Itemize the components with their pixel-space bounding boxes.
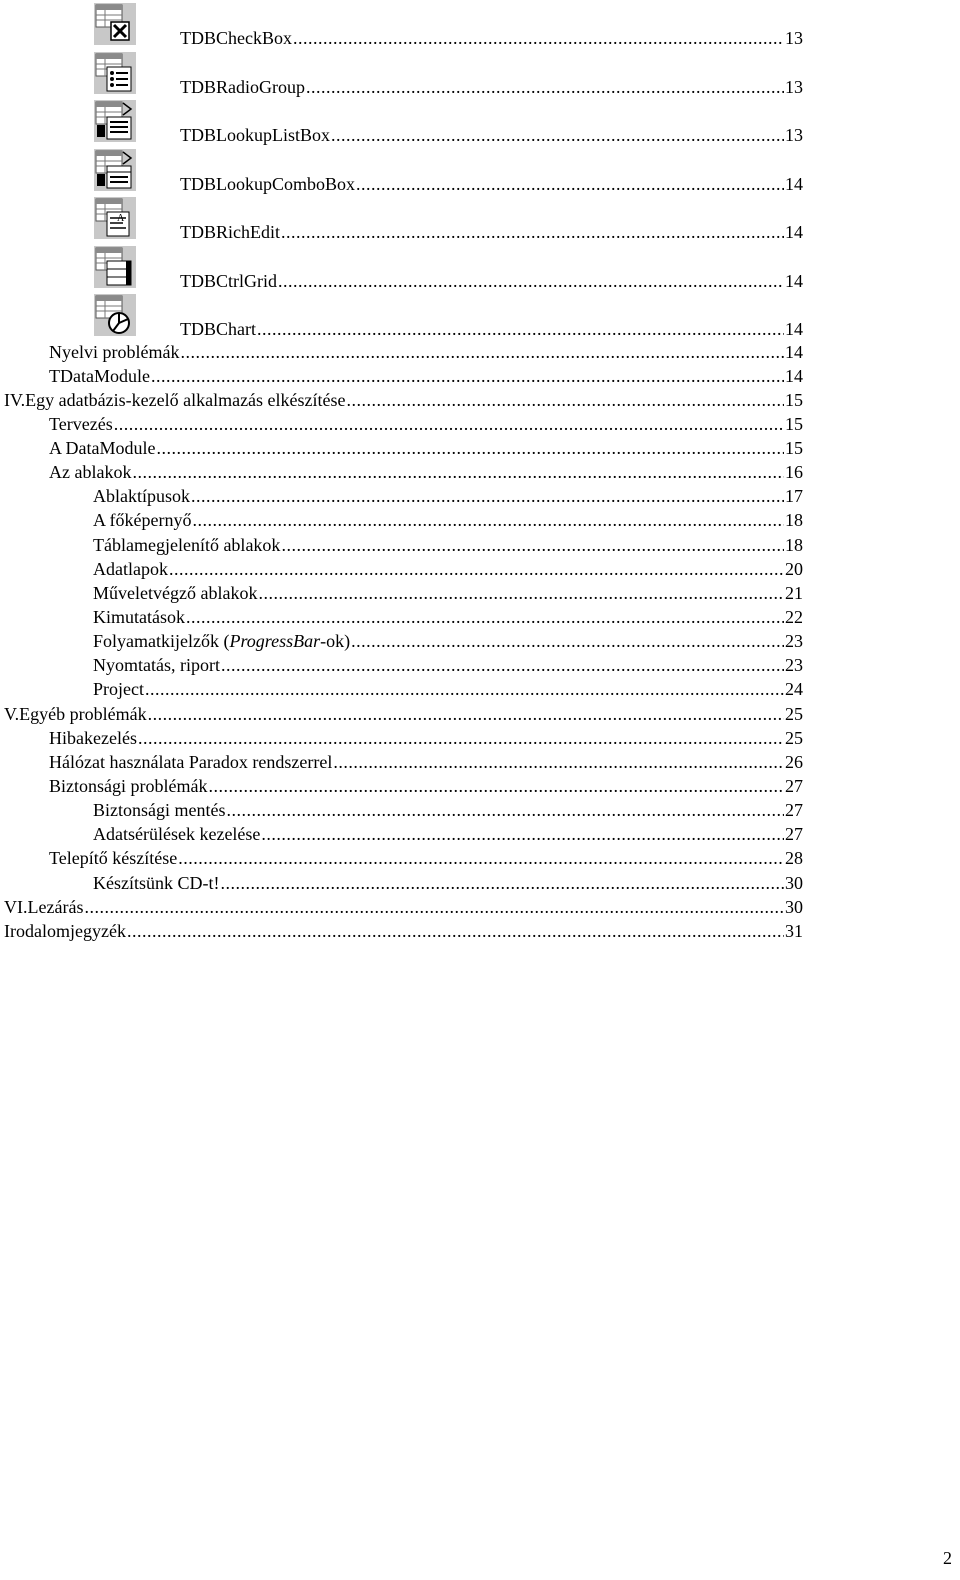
toc-entry[interactable] bbox=[93, 824, 803, 844]
toc-entry[interactable] bbox=[180, 271, 803, 291]
toc-leader-dots bbox=[351, 631, 784, 651]
toc-entry[interactable] bbox=[49, 342, 803, 362]
toc-page-number: 14 bbox=[785, 173, 803, 194]
db-richedit-icon bbox=[93, 196, 137, 240]
toc-row bbox=[0, 702, 960, 726]
toc-entry-title: TDBChart bbox=[180, 319, 256, 339]
toc-row bbox=[0, 798, 960, 822]
toc-leader-dots bbox=[192, 510, 784, 530]
toc-row bbox=[0, 895, 960, 919]
db-lookuplistbox-icon bbox=[93, 99, 137, 143]
toc-row bbox=[0, 364, 960, 388]
toc-entry[interactable] bbox=[93, 510, 803, 530]
toc-page-number: 15 bbox=[785, 389, 803, 410]
toc-entry[interactable] bbox=[93, 486, 803, 506]
toc-entry[interactable] bbox=[4, 390, 803, 410]
toc-component-row bbox=[0, 49, 960, 98]
toc-entry-title: TDBRadioGroup bbox=[180, 76, 305, 97]
toc-entry-title: Tervezés bbox=[49, 413, 113, 434]
toc-entry[interactable] bbox=[49, 366, 803, 386]
toc-row bbox=[0, 871, 960, 895]
db-chart-icon bbox=[93, 293, 137, 337]
toc-page-number: 13 bbox=[785, 76, 803, 97]
toc-page-number: 14 bbox=[785, 270, 803, 291]
toc-leader-dots bbox=[278, 271, 784, 291]
toc-entry-title: Táblamegjelenítő ablakok bbox=[93, 534, 281, 555]
toc-entry-title: TDBLookupComboBox bbox=[180, 173, 356, 194]
toc-leader-dots bbox=[151, 366, 784, 386]
toc-page-number: 27 bbox=[785, 776, 803, 797]
toc-page-number: 14 bbox=[785, 365, 803, 386]
toc-entry-title: Hálózat használata Paradox rendszerrel bbox=[49, 751, 333, 772]
toc-page-number: 14 bbox=[785, 319, 803, 339]
toc-leader-dots bbox=[258, 583, 784, 603]
toc-entry-title: A DataModule bbox=[49, 438, 156, 459]
toc-page-number: 22 bbox=[785, 607, 803, 628]
toc-leader-dots bbox=[208, 776, 784, 796]
toc-entry[interactable] bbox=[93, 559, 803, 579]
toc-entry-title: Kimutatások bbox=[93, 607, 185, 628]
toc-leader-dots bbox=[220, 873, 784, 893]
toc-entry[interactable] bbox=[49, 728, 803, 748]
toc-leader-dots bbox=[138, 728, 784, 748]
toc-row bbox=[0, 774, 960, 798]
toc-entry[interactable] bbox=[49, 414, 803, 434]
toc-page-number: 31 bbox=[785, 920, 803, 941]
toc-entry[interactable] bbox=[180, 125, 803, 145]
page-number: 2 bbox=[943, 1548, 952, 1568]
toc-entry[interactable] bbox=[93, 607, 803, 627]
toc-entry[interactable] bbox=[180, 174, 803, 194]
toc-page-number: 26 bbox=[785, 751, 803, 772]
toc-entry-title: Folyamatkijelzők (ProgressBar-ok) bbox=[93, 631, 351, 652]
toc-entry-title: TDBLookupListBox bbox=[180, 125, 331, 145]
toc-entry-title: Műveletvégző ablakok bbox=[93, 582, 258, 603]
toc-entry-title: VI.Lezárás bbox=[4, 896, 84, 917]
toc-entry-title: Ablaktípusok bbox=[93, 486, 190, 507]
toc-page-number: 24 bbox=[785, 679, 803, 700]
toc-entry-title: TDBCtrlGrid bbox=[180, 270, 277, 291]
toc-leader-dots bbox=[169, 559, 784, 579]
toc-leader-dots bbox=[132, 462, 784, 482]
toc-entry-title: Adatlapok bbox=[93, 558, 168, 579]
toc-page-number: 18 bbox=[785, 534, 803, 555]
toc-leader-dots bbox=[156, 438, 784, 458]
toc-page-number: 20 bbox=[785, 558, 803, 579]
toc-row bbox=[0, 484, 960, 508]
toc-entry-title: IV.Egy adatbázis-kezelő alkalmazás elkészítése bbox=[4, 389, 346, 410]
toc-entry[interactable] bbox=[4, 921, 803, 941]
toc-entry-title: Nyelvi problémák bbox=[49, 341, 180, 362]
toc-entry-title: TDBRichEdit bbox=[180, 222, 280, 242]
toc-entry[interactable] bbox=[93, 583, 803, 603]
toc-page-number: 30 bbox=[785, 896, 803, 917]
toc-entry[interactable] bbox=[180, 77, 803, 97]
toc-entries bbox=[0, 340, 960, 944]
toc-page-number: 13 bbox=[785, 28, 803, 48]
toc-row bbox=[0, 557, 960, 581]
toc-row bbox=[0, 750, 960, 774]
toc-entry-title: Készítsünk CD-t! bbox=[93, 872, 220, 893]
svg-text:A: A bbox=[117, 213, 125, 224]
toc-row bbox=[0, 822, 960, 846]
toc-component-row bbox=[0, 146, 960, 195]
toc-leader-dots bbox=[226, 800, 784, 820]
toc-row bbox=[0, 726, 960, 750]
toc-row bbox=[0, 629, 960, 653]
toc-page-number: 27 bbox=[785, 824, 803, 845]
toc-entry-title: Biztonsági problémák bbox=[49, 776, 208, 797]
toc-entry[interactable] bbox=[49, 752, 803, 772]
toc-entry[interactable] bbox=[49, 462, 803, 482]
toc-entry-title: Project bbox=[93, 679, 144, 700]
toc-row bbox=[0, 653, 960, 677]
toc-entry[interactable] bbox=[4, 704, 803, 724]
toc-leader-dots bbox=[257, 319, 784, 339]
toc-row bbox=[0, 605, 960, 629]
toc-entry[interactable] bbox=[180, 222, 803, 242]
db-radiogroup-icon bbox=[93, 51, 137, 95]
component-list bbox=[0, 0, 960, 340]
toc-leader-dots bbox=[261, 824, 784, 844]
toc-page-number: 14 bbox=[785, 341, 803, 362]
db-lookupcombobox-icon bbox=[93, 148, 137, 192]
toc-row bbox=[0, 846, 960, 870]
db-ctrlgrid-icon bbox=[93, 245, 137, 289]
toc-page-number: 25 bbox=[785, 727, 803, 748]
toc-entry-title: TDataModule bbox=[49, 365, 150, 386]
toc-leader-dots bbox=[186, 607, 784, 627]
toc-entry-title: Telepítő készítése bbox=[49, 848, 178, 869]
toc-entry[interactable] bbox=[93, 679, 803, 699]
toc-component-row bbox=[0, 243, 960, 292]
toc-row bbox=[0, 919, 960, 943]
toc-row bbox=[0, 340, 960, 364]
toc-leader-dots bbox=[356, 174, 784, 194]
toc-row bbox=[0, 677, 960, 701]
toc-entry-title: A főképernyő bbox=[93, 510, 192, 531]
toc-entry[interactable] bbox=[180, 28, 803, 48]
toc-entry[interactable] bbox=[180, 319, 803, 339]
toc-page-number: 23 bbox=[785, 655, 803, 676]
toc-page-number: 28 bbox=[785, 848, 803, 869]
toc-entry-title: Hibakezelés bbox=[49, 727, 137, 748]
toc-component-row bbox=[0, 291, 960, 340]
toc-leader-dots bbox=[114, 414, 784, 434]
toc-leader-dots bbox=[347, 390, 784, 410]
toc-page-number: 15 bbox=[785, 413, 803, 434]
toc-leader-dots bbox=[178, 848, 784, 868]
toc-leader-dots bbox=[145, 679, 784, 699]
toc-page-number: 14 bbox=[785, 222, 803, 242]
toc-page-number: 17 bbox=[785, 486, 803, 507]
db-checkbox-icon bbox=[93, 2, 137, 46]
toc-page-number: 23 bbox=[785, 631, 803, 652]
toc-entry-title: V.Egyéb problémák bbox=[4, 703, 147, 724]
toc-leader-dots bbox=[191, 486, 784, 506]
toc-row bbox=[0, 508, 960, 532]
toc-page-number: 13 bbox=[785, 125, 803, 145]
toc-leader-dots bbox=[180, 342, 784, 362]
toc-leader-dots bbox=[293, 28, 784, 48]
toc-entry[interactable] bbox=[93, 800, 803, 820]
toc-page-number: 30 bbox=[785, 872, 803, 893]
toc-leader-dots bbox=[221, 655, 784, 675]
toc-page-number: 16 bbox=[785, 462, 803, 483]
toc-entry[interactable] bbox=[93, 873, 803, 893]
toc-entry-title: TDBCheckBox bbox=[180, 28, 292, 48]
toc-leader-dots bbox=[281, 222, 784, 242]
toc-leader-dots bbox=[148, 704, 784, 724]
toc-entry-title: Adatsérülések kezelése bbox=[93, 824, 261, 845]
toc-entry[interactable] bbox=[93, 655, 803, 675]
toc-leader-dots bbox=[333, 752, 784, 772]
toc-entry[interactable] bbox=[93, 631, 803, 651]
toc-page-number: 18 bbox=[785, 510, 803, 531]
toc-row bbox=[0, 533, 960, 557]
toc-leader-dots bbox=[306, 77, 784, 97]
toc-row bbox=[0, 388, 960, 412]
toc-entry[interactable] bbox=[49, 776, 803, 796]
toc-entry-title: Az ablakok bbox=[49, 462, 132, 483]
toc-row bbox=[0, 581, 960, 605]
toc-leader-dots bbox=[331, 125, 784, 145]
toc-entry-title: Biztonsági mentés bbox=[93, 800, 226, 821]
toc-leader-dots bbox=[84, 897, 784, 917]
toc-entry[interactable] bbox=[4, 897, 803, 917]
toc-page-number: 25 bbox=[785, 703, 803, 724]
toc-row bbox=[0, 460, 960, 484]
toc-entry-title: Irodalomjegyzék bbox=[4, 920, 126, 941]
toc-entry-title: Nyomtatás, riport bbox=[93, 655, 220, 676]
toc-leader-dots bbox=[281, 535, 784, 555]
toc-row bbox=[0, 436, 960, 460]
toc-component-row bbox=[0, 0, 960, 49]
toc-component-row bbox=[0, 194, 960, 243]
toc-entry[interactable] bbox=[49, 438, 803, 458]
toc-row bbox=[0, 412, 960, 436]
toc-leader-dots bbox=[127, 921, 784, 941]
toc-entry[interactable] bbox=[49, 848, 803, 868]
toc-page-number: 21 bbox=[785, 582, 803, 603]
toc-component-row bbox=[0, 97, 960, 146]
toc-page-number: 15 bbox=[785, 438, 803, 459]
toc-entry[interactable] bbox=[93, 535, 803, 555]
toc-page-number: 27 bbox=[785, 800, 803, 821]
